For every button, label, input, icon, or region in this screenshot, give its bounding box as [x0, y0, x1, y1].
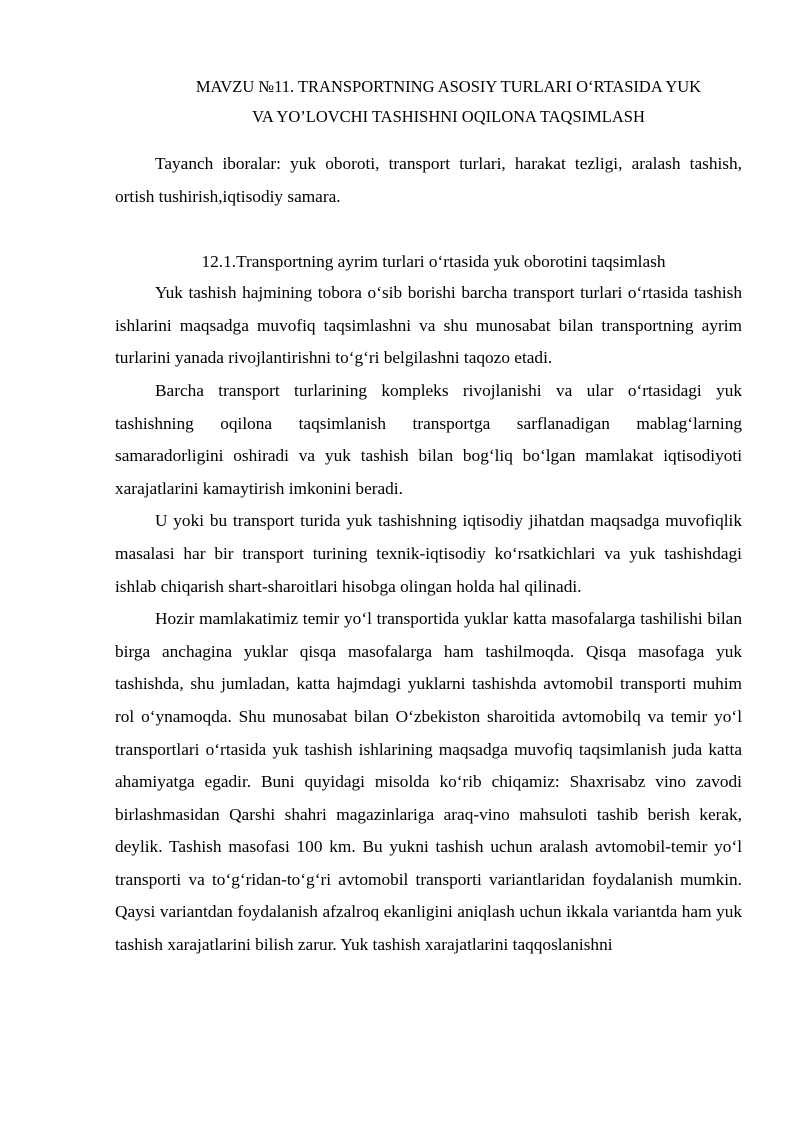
document-title — [115, 72, 742, 132]
spacer — [115, 213, 742, 247]
keywords-paragraph: Tayanch iboralar: yuk oboroti, transport turlari, harakat tezligi, aralash tashish, ortish tushirish,iqtisodiy samara. — [115, 154, 742, 206]
body-paragraph: Hozir mamlakatimiz temir yo‘l transportida yuklar katta masofalarga tashilishi bilan birga anchagina yuklar qisqa masofalarga ham tashilmoqda. Qisqa masofaga yuk tashishda, shu jumladan, katta hajmdagi yuklarni tashishda avtomobil transporti muhim rol o‘ynamoqda. Shu munosabat bilan O‘zbekiston sharoitida avtomobilq va temir yo‘l transportlari o‘rtasida yuk tashish ishlarining maqsadga muvofiq taqsimlanish juda katta ahamiyatga egadir. Buni quyidagi misolda ko‘rib chiqamiz: Shaxrisabz vino zavodi birlashmasidan Qarshi shahri magazinlariga araq-vino mahsuloti tashib berish kerak, deylik. Tashish masofasi 100 km. Bu yukni tashish uchun aralash avtomobil-temir yo‘l transporti va to‘g‘ridan-to‘g‘ri avtomobil transporti variantlaridan foydalanish mumkin. Qaysi variantdan foydalanish afzalroq ekanligini aniqlash uchun ikkala variantda ham yuk tashish xarajatlarini bilish zarur. Yuk tashish xarajatlarini taqqoslanishni — [115, 609, 742, 955]
title-line-2: VA YO’LOVCHI TASHISHNI OQILONA TAQSIMLASH — [252, 107, 645, 126]
body-paragraph: Barcha transport turlarining kompleks rivojlanishi va ular o‘rtasidagi yuk tashishning oqilona taqsimlanish transportga sarflanadigan mablag‘larning samaradorligini oshiradi va yuk tashish bilan bog‘liq bo‘lgan mamlakat iqtisodiyoti xarajatlarini kamaytirish imkonini beradi. — [115, 380, 742, 498]
title-line-1: MAVZU №11. TRANSPORTNING ASOSIY TURLARI O‘RTASIDA YUK — [195, 77, 702, 96]
body-paragraph: Yuk tashish hajmining tobora o‘sib borishi barcha transport turlari o‘rtasida tashish ishlarini maqsadga muvofiq taqsimlashni va shu munosabat bilan transportning ayrim turlarini yanada rivojlantirishni to‘g‘ri belgilashni taqozo etadi. — [115, 283, 742, 368]
document-page — [115, 72, 742, 962]
body-paragraph: U yoki bu transport turida yuk tashishning iqtisodiy jihatdan maqsadga muvofiqlik masalasi har bir transport turining texnik-iqtisodiy ko‘rsatkichlari va yuk tashishdagi ishlab chiqarish shart-sharoitlari hisobga olingan holda hal qilinadi. — [115, 511, 742, 596]
section-heading: 12.1.Transportning ayrim turlari o‘rtasida yuk oborotini taqsimlash — [201, 252, 666, 272]
